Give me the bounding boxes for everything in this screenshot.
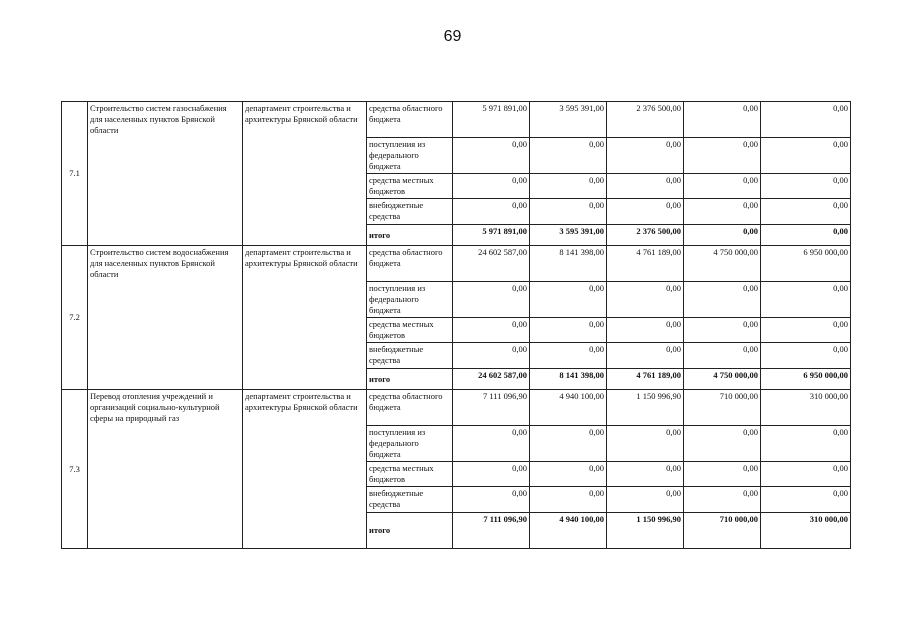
- amount-cell: 310 000,00: [761, 390, 851, 426]
- amount-cell: 2 376 500,00: [607, 102, 684, 138]
- funding-source: поступления из федерального бюджета: [367, 138, 453, 174]
- funding-source: средства областного бюджета: [367, 246, 453, 282]
- amount-cell: 0,00: [607, 343, 684, 369]
- total-amount-cell: 7 111 096,90: [453, 513, 530, 549]
- amount-cell: 0,00: [530, 487, 607, 513]
- responsible-department: департамент строительства и архитектуры Брянской области: [243, 246, 367, 390]
- amount-cell: 4 750 000,00: [684, 246, 761, 282]
- amount-cell: 0,00: [453, 318, 530, 343]
- total-amount-cell: 710 000,00: [684, 513, 761, 549]
- amount-cell: 0,00: [607, 318, 684, 343]
- amount-cell: 0,00: [684, 138, 761, 174]
- total-label: итого: [367, 225, 453, 246]
- amount-cell: 0,00: [761, 318, 851, 343]
- amount-cell: 0,00: [761, 199, 851, 225]
- amount-cell: 0,00: [607, 199, 684, 225]
- amount-cell: 0,00: [453, 462, 530, 487]
- measure-name: Строительство систем водоснабжения для населенных пунктов Брянской области: [88, 246, 243, 390]
- funding-source: средства областного бюджета: [367, 390, 453, 426]
- funding-source: внебюджетные средства: [367, 343, 453, 369]
- section-index: 7.1: [62, 102, 88, 246]
- amount-cell: 0,00: [684, 343, 761, 369]
- total-amount-cell: 0,00: [684, 225, 761, 246]
- page-number: 69: [443, 28, 462, 45]
- amount-cell: 0,00: [607, 282, 684, 318]
- amount-cell: 0,00: [453, 426, 530, 462]
- amount-cell: 0,00: [453, 174, 530, 199]
- total-amount-cell: 6 950 000,00: [761, 369, 851, 390]
- total-amount-cell: 2 376 500,00: [607, 225, 684, 246]
- amount-cell: 24 602 587,00: [453, 246, 530, 282]
- funding-source: поступления из федерального бюджета: [367, 282, 453, 318]
- amount-cell: 0,00: [684, 426, 761, 462]
- amount-cell: 0,00: [684, 199, 761, 225]
- table-row: [62, 102, 851, 138]
- amount-cell: 0,00: [761, 343, 851, 369]
- amount-cell: 0,00: [453, 138, 530, 174]
- measure-name: Перевод отопления учреждений и организаций социально-культурной сферы на природный газ: [88, 390, 243, 549]
- amount-cell: 6 950 000,00: [761, 246, 851, 282]
- amount-cell: 4 761 189,00: [607, 246, 684, 282]
- funding-source: внебюджетные средства: [367, 487, 453, 513]
- amount-cell: 0,00: [453, 487, 530, 513]
- amount-cell: 0,00: [684, 318, 761, 343]
- amount-cell: 0,00: [607, 174, 684, 199]
- total-amount-cell: 4 750 000,00: [684, 369, 761, 390]
- amount-cell: 0,00: [530, 199, 607, 225]
- amount-cell: 4 940 100,00: [530, 390, 607, 426]
- amount-cell: 5 971 891,00: [453, 102, 530, 138]
- table-row: [62, 246, 851, 282]
- amount-cell: 0,00: [761, 282, 851, 318]
- amount-cell: 0,00: [684, 174, 761, 199]
- amount-cell: 0,00: [607, 138, 684, 174]
- amount-cell: 0,00: [453, 343, 530, 369]
- amount-cell: 0,00: [530, 343, 607, 369]
- total-amount-cell: 310 000,00: [761, 513, 851, 549]
- amount-cell: 0,00: [530, 174, 607, 199]
- measure-name: Строительство систем газоснабжения для населенных пунктов Брянской области: [88, 102, 243, 246]
- amount-cell: 0,00: [761, 487, 851, 513]
- funding-source: средства местных бюджетов: [367, 174, 453, 199]
- total-amount-cell: 5 971 891,00: [453, 225, 530, 246]
- total-amount-cell: 3 595 391,00: [530, 225, 607, 246]
- funding-source: внебюджетные средства: [367, 199, 453, 225]
- section-index: 7.3: [62, 390, 88, 549]
- amount-cell: 0,00: [684, 462, 761, 487]
- amount-cell: 0,00: [761, 174, 851, 199]
- amount-cell: 0,00: [761, 138, 851, 174]
- amount-cell: 0,00: [530, 462, 607, 487]
- budget-table: [61, 101, 851, 549]
- amount-cell: 0,00: [453, 282, 530, 318]
- amount-cell: 0,00: [530, 426, 607, 462]
- total-amount-cell: 4 940 100,00: [530, 513, 607, 549]
- amount-cell: 0,00: [530, 282, 607, 318]
- amount-cell: 0,00: [761, 426, 851, 462]
- amount-cell: 0,00: [607, 426, 684, 462]
- funding-source: средства местных бюджетов: [367, 462, 453, 487]
- amount-cell: 710 000,00: [684, 390, 761, 426]
- amount-cell: 7 111 096,90: [453, 390, 530, 426]
- amount-cell: 0,00: [761, 102, 851, 138]
- funding-source: средства областного бюджета: [367, 102, 453, 138]
- amount-cell: 1 150 996,90: [607, 390, 684, 426]
- amount-cell: 0,00: [761, 462, 851, 487]
- amount-cell: 0,00: [684, 102, 761, 138]
- amount-cell: 8 141 398,00: [530, 246, 607, 282]
- funding-source: поступления из федерального бюджета: [367, 426, 453, 462]
- funding-source: средства местных бюджетов: [367, 318, 453, 343]
- total-amount-cell: 24 602 587,00: [453, 369, 530, 390]
- amount-cell: 0,00: [453, 199, 530, 225]
- total-amount-cell: 1 150 996,90: [607, 513, 684, 549]
- total-label: итого: [367, 513, 453, 549]
- amount-cell: 0,00: [607, 487, 684, 513]
- responsible-department: департамент строительства и архитектуры Брянской области: [243, 390, 367, 549]
- amount-cell: 0,00: [684, 282, 761, 318]
- amount-cell: 0,00: [607, 462, 684, 487]
- total-amount-cell: 4 761 189,00: [607, 369, 684, 390]
- total-amount-cell: 0,00: [761, 225, 851, 246]
- amount-cell: 0,00: [530, 318, 607, 343]
- table-row: [62, 390, 851, 426]
- total-amount-cell: 8 141 398,00: [530, 369, 607, 390]
- amount-cell: 0,00: [530, 138, 607, 174]
- total-label: итого: [367, 369, 453, 390]
- amount-cell: 0,00: [684, 487, 761, 513]
- amount-cell: 3 595 391,00: [530, 102, 607, 138]
- responsible-department: департамент строительства и архитектуры Брянской области: [243, 102, 367, 246]
- section-index: 7.2: [62, 246, 88, 390]
